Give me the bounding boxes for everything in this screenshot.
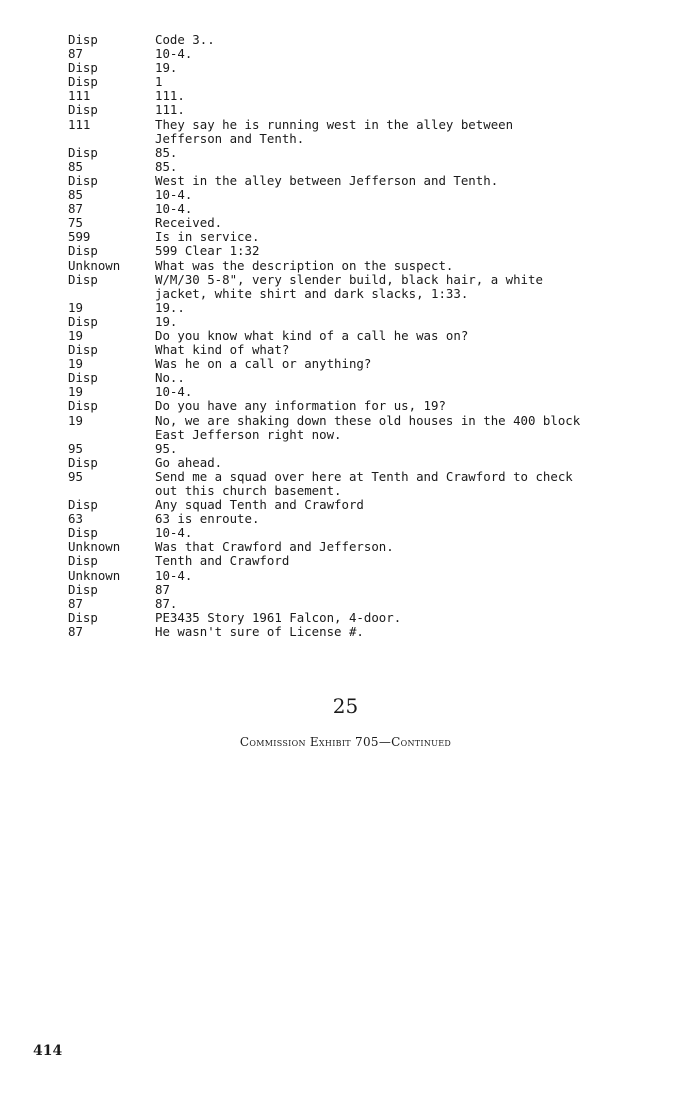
speaker: 63 xyxy=(68,511,83,527)
transcript-line xyxy=(68,442,668,456)
transcript-line xyxy=(68,89,668,103)
transcript-line xyxy=(68,160,668,174)
transcript-line xyxy=(68,230,668,244)
speaker: Disp xyxy=(68,581,98,597)
message: 1 xyxy=(155,74,163,90)
message: 85. xyxy=(155,158,178,174)
transcript-line xyxy=(68,174,668,188)
transcript-line xyxy=(68,259,668,273)
message: 87. xyxy=(155,595,178,611)
message: 10-4. xyxy=(155,46,193,62)
transcript-line xyxy=(68,385,668,399)
folio-number: 414 xyxy=(33,1043,63,1059)
page-number: 25 xyxy=(332,694,359,718)
exhibit-caption: Commission Exhibit 705—Continued xyxy=(239,735,452,749)
speaker: 87 xyxy=(68,46,83,62)
speaker: 87 xyxy=(68,623,83,639)
message: Any squad Tenth and Crawford xyxy=(155,497,364,513)
speaker: 87 xyxy=(68,595,83,611)
transcript-line xyxy=(68,216,668,230)
transcript-line xyxy=(68,329,668,343)
speaker: Disp xyxy=(68,370,98,386)
message: 63 is enroute. xyxy=(155,511,260,527)
message: What kind of what? xyxy=(155,342,290,358)
speaker: 19 xyxy=(68,327,83,343)
transcript-line xyxy=(68,625,668,639)
speaker: 95 xyxy=(68,468,83,484)
message: Send me a squad over here at Tenth and Crawford to check out this church basement. xyxy=(155,468,573,498)
radio-transcript xyxy=(68,33,668,639)
message: No, we are shaking down these old houses in the 400 block East Jefferson right now. xyxy=(155,412,581,442)
transcript-line xyxy=(68,343,668,357)
speaker: 19 xyxy=(68,356,83,372)
transcript-line xyxy=(68,315,668,329)
speaker: Disp xyxy=(68,74,98,90)
message: 19.. xyxy=(155,299,185,315)
speaker: Disp xyxy=(68,313,98,329)
message: They say he is running west in the alley between Jefferson and Tenth. xyxy=(155,116,514,146)
message: No.. xyxy=(155,370,185,386)
speaker: Disp xyxy=(68,60,98,76)
speaker: 599 xyxy=(68,229,91,245)
transcript-line xyxy=(68,357,668,371)
speaker: 85 xyxy=(68,187,83,203)
message: 10-4. xyxy=(155,187,193,203)
message: 10-4. xyxy=(155,525,193,541)
transcript-line xyxy=(68,301,668,315)
transcript-line xyxy=(68,61,668,75)
transcript-line xyxy=(68,456,668,470)
speaker: Unknown xyxy=(68,257,121,273)
speaker: Disp xyxy=(68,172,98,188)
message: 10-4. xyxy=(155,567,193,583)
transcript-line xyxy=(68,597,668,611)
speaker: 19 xyxy=(68,412,83,428)
message: Was that Crawford and Jefferson. xyxy=(155,539,394,555)
message: Go ahead. xyxy=(155,454,223,470)
message: Is in service. xyxy=(155,229,260,245)
transcript-line xyxy=(68,47,668,61)
message: 10-4. xyxy=(155,384,193,400)
speaker: 85 xyxy=(68,158,83,174)
speaker: Disp xyxy=(68,497,98,513)
transcript-line xyxy=(68,540,668,554)
message: PE3435 Story 1961 Falcon, 4-door. xyxy=(155,609,402,625)
speaker: Unknown xyxy=(68,539,121,555)
transcript-line xyxy=(68,512,668,526)
transcript-line xyxy=(68,33,668,47)
transcript-line xyxy=(68,611,668,625)
speaker: Disp xyxy=(68,398,98,414)
speaker: 19 xyxy=(68,299,83,315)
message: Tenth and Crawford xyxy=(155,553,290,569)
transcript-line xyxy=(68,371,668,385)
message: 95. xyxy=(155,440,178,456)
message: Received. xyxy=(155,215,223,231)
transcript-line xyxy=(68,554,668,568)
message: What was the description on the suspect. xyxy=(155,257,454,273)
speaker: 111 xyxy=(68,116,91,132)
message: 85. xyxy=(155,144,178,160)
message: Do you know what kind of a call he was on? xyxy=(155,327,469,343)
message: 111. xyxy=(155,88,185,104)
message: He wasn't sure of License #. xyxy=(155,623,364,639)
transcript-line xyxy=(68,244,668,258)
speaker: 75 xyxy=(68,215,83,231)
message: 19. xyxy=(155,313,178,329)
transcript-line xyxy=(68,75,668,89)
speaker: Disp xyxy=(68,525,98,541)
transcript-line xyxy=(68,526,668,540)
transcript-line xyxy=(68,569,668,583)
speaker: Disp xyxy=(68,144,98,160)
speaker: Disp xyxy=(68,271,98,287)
message: Code 3.. xyxy=(155,32,215,47)
message: 599 Clear 1:32 xyxy=(155,243,260,259)
transcript-line xyxy=(68,202,668,216)
transcript-line xyxy=(68,188,668,202)
transcript-line xyxy=(68,103,668,117)
message: West in the alley between Jefferson and Tenth. xyxy=(155,172,499,188)
transcript-line xyxy=(68,146,668,160)
transcript-line xyxy=(68,118,668,146)
transcript-line xyxy=(68,414,668,442)
transcript-line xyxy=(68,583,668,597)
speaker: Disp xyxy=(68,342,98,358)
speaker: 95 xyxy=(68,440,83,456)
speaker: Unknown xyxy=(68,567,121,583)
speaker: Disp xyxy=(68,609,98,625)
speaker: Disp xyxy=(68,553,98,569)
transcript-line xyxy=(68,498,668,512)
speaker: 87 xyxy=(68,201,83,217)
speaker: Disp xyxy=(68,102,98,118)
message: Do you have any information for us, 19? xyxy=(155,398,446,414)
speaker: Disp xyxy=(68,32,98,47)
message: 10-4. xyxy=(155,201,193,217)
transcript-line xyxy=(68,470,668,498)
speaker: 19 xyxy=(68,384,83,400)
transcript-line xyxy=(68,399,668,413)
message: 87 xyxy=(155,581,170,597)
message: W/M/30 5-8", very slender build, black hair, a white jacket, white shirt and dark slacks, 1:33. xyxy=(155,271,543,301)
transcript-line xyxy=(68,273,668,301)
message: Was he on a call or anything? xyxy=(155,356,372,372)
speaker: Disp xyxy=(68,243,98,259)
message: 111. xyxy=(155,102,185,118)
speaker: 111 xyxy=(68,88,91,104)
speaker: Disp xyxy=(68,454,98,470)
message: 19. xyxy=(155,60,178,76)
